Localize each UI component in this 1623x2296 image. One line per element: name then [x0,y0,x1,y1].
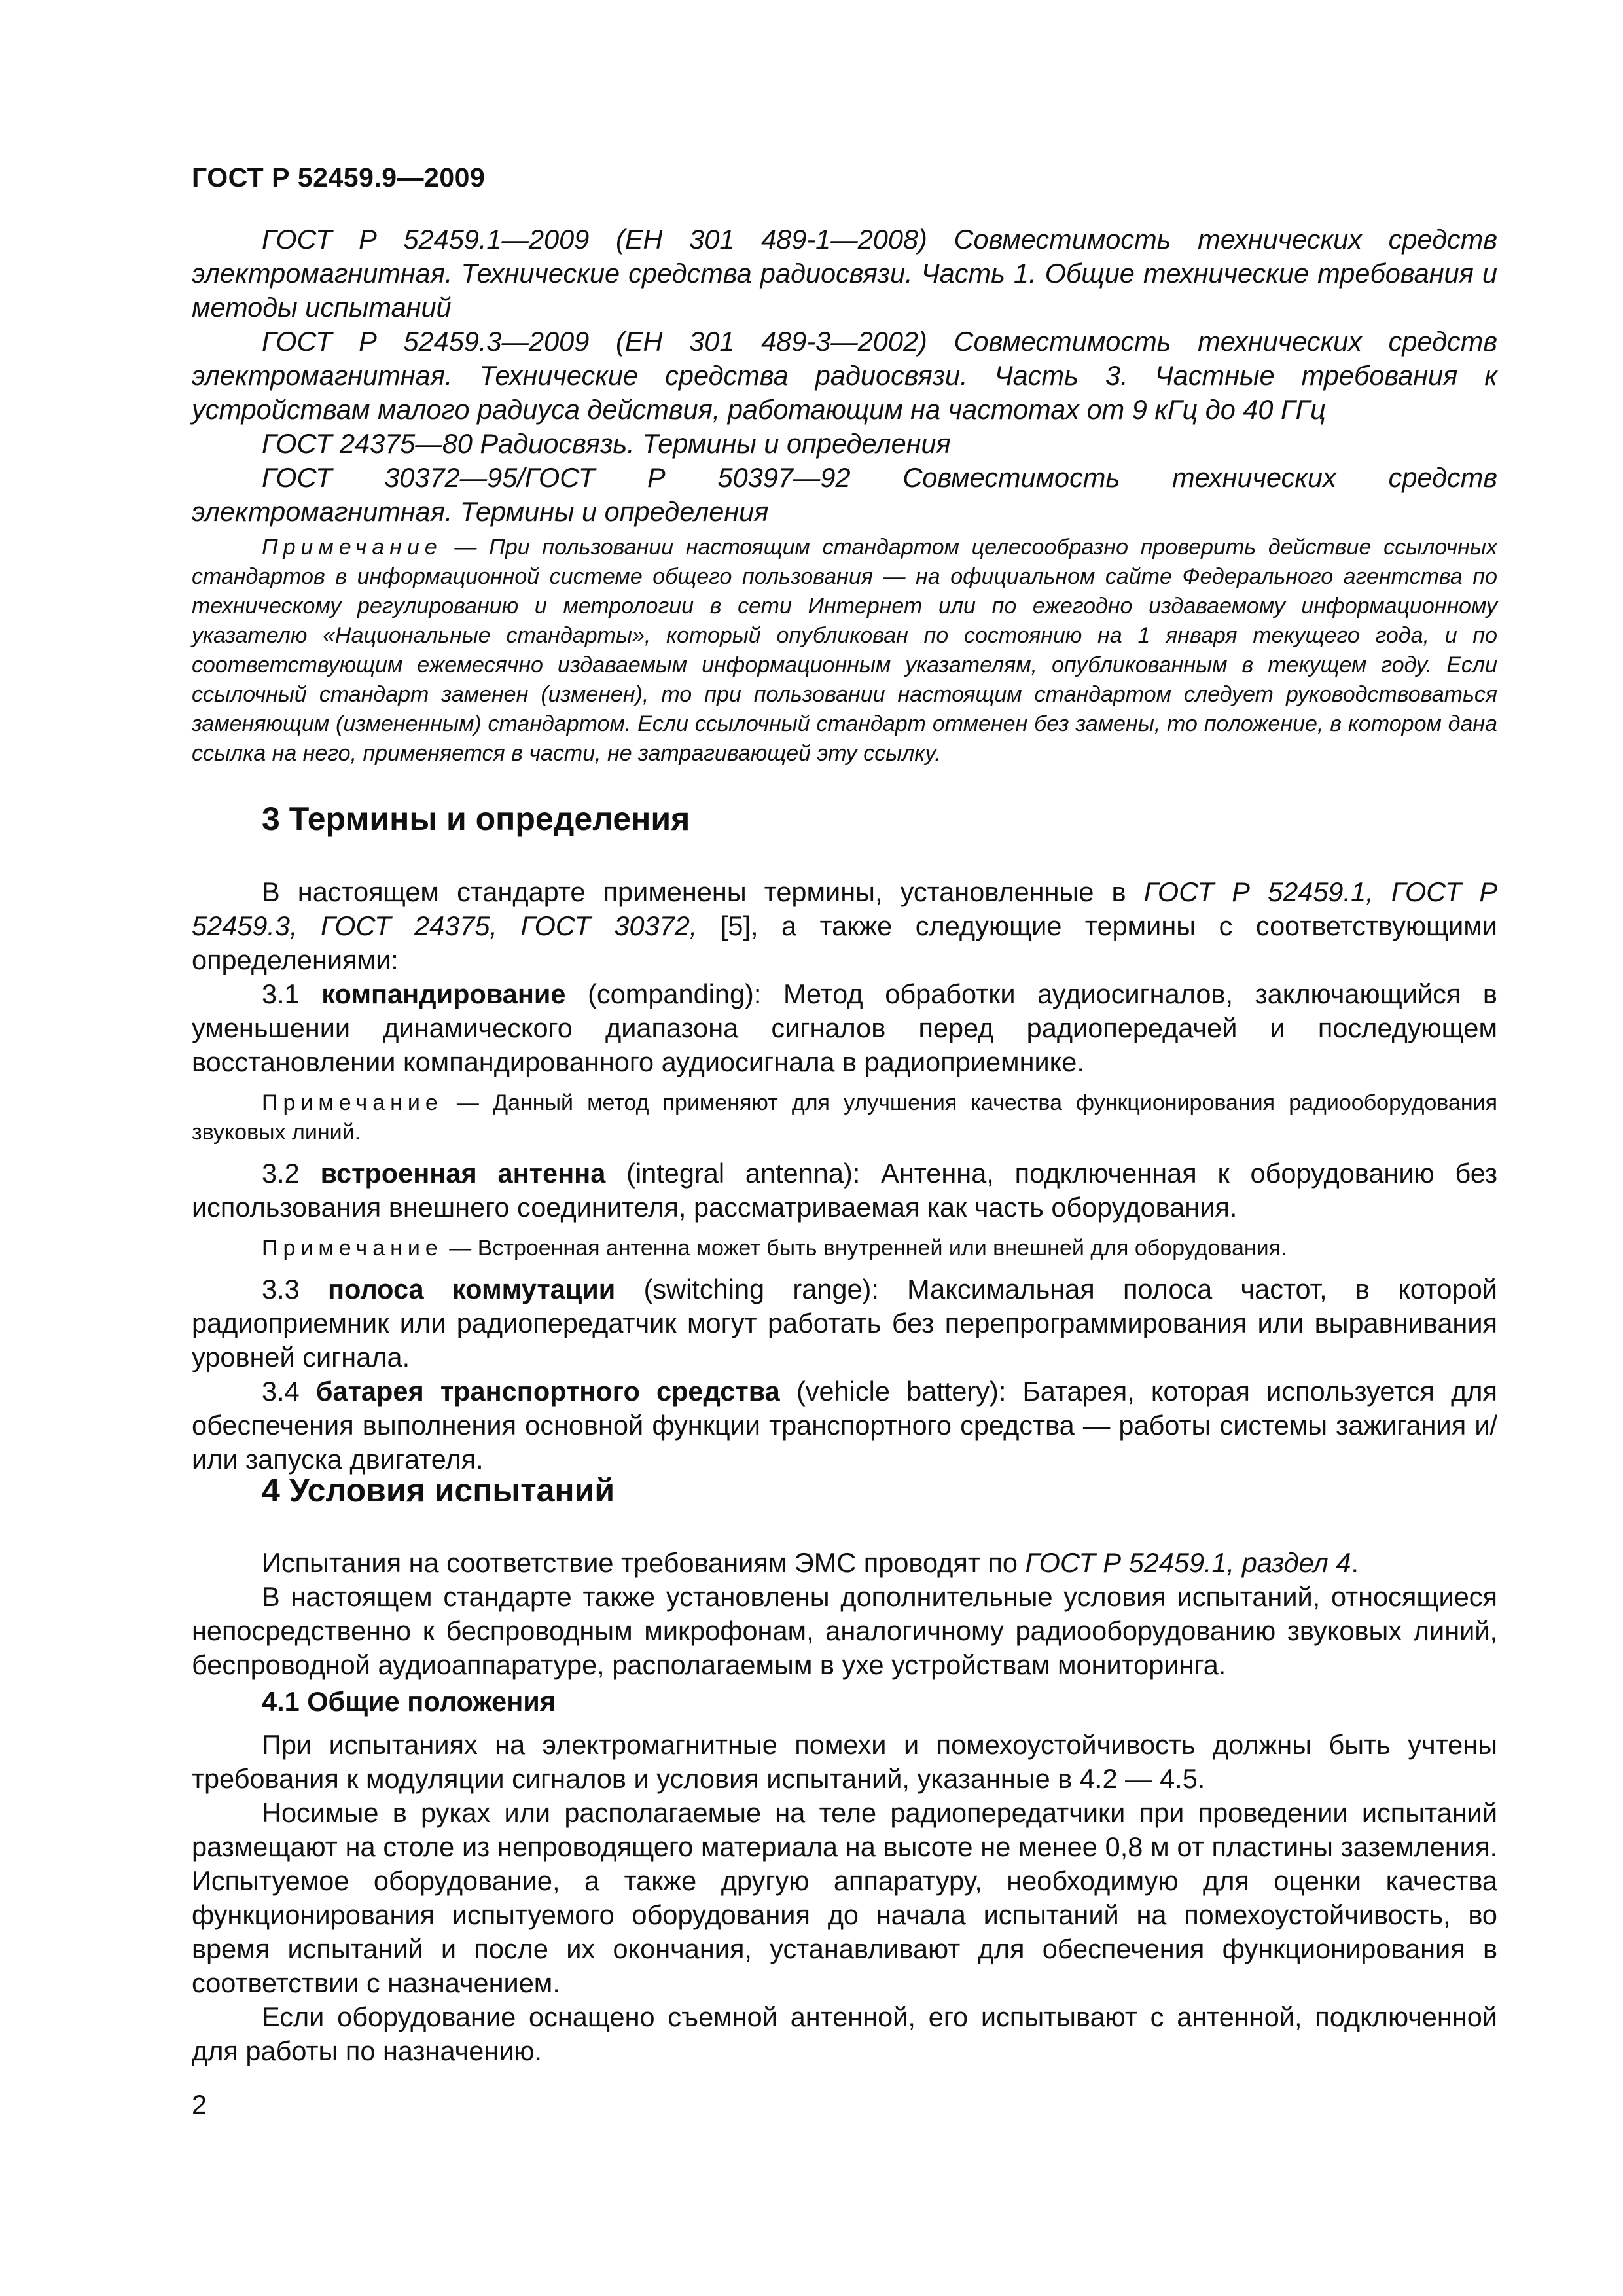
reference-item: ГОСТ Р 52459.1—2009 (ЕН 301 489-1—2008) Совместимость технических средств электромагнитная. Технические средства радиосвязи. Часть 1. Общие технические требования и методы испытаний [192,224,1497,323]
term-name: полоса коммутации [327,1274,616,1304]
section-3-intro: В настоящем стандарте применены термины, установленные в ГОСТ Р 52459.1, ГОСТ Р 52459.3, ГОСТ 24375, ГОСТ 30372, [5], а также следующие термины с соответствующими определениями: [192,876,1498,975]
section-4-body [192,1546,1497,1682]
subsection-4-1-heading: 4.1 Общие положения [262,1686,556,1717]
section-4-paragraph: В настоящем стандарте также установлены дополнительные условия испытаний, относящиеся непосредственно к беспроводным микрофонам, аналогичному радиооборудованию звуковых линий, беспроводной аудиоаппаратуре, располагаемым в ухе устройствам мониторинга. [192,1581,1497,1680]
note-text: — При пользовании настоящим стандартом целесообразно проверить действие ссылочных стандартов в информационной системе общего пользования — на официальном сайте Федерального агентства по техническому регулированию и метрологии в сети Интернет или по ежегодно издаваемому информационному указателю «Национальные стандарты», который опубликован по состоянию на 1 января текущего года, и по соответствующим ежемесячно издаваемым информационным указателям, опубликованным в текущем году. Если ссылочный стандарт заменен (изменен), то при пользовании настоящим стандартом следует руководствоваться заменяющим (измененным) стандартом. Если ссылочный стандарт отменен без замены, то положение, в котором дана ссылка на него, применяется в части, не затрагивающей эту ссылку. [192,535,1497,766]
page-number: 2 [192,2089,207,2120]
term-definition: 3.2 встроенная антенна (integral antenna): Антенна, подключенная к оборудованию без использования внешнего соединителя, рассматриваемая как часть оборудования. [192,1158,1497,1223]
term-name: компандирование [321,978,566,1009]
subsection-4-1-body [192,1728,1497,2068]
normative-references-list [192,223,1497,529]
term-definition: 3.3 полоса коммутации (switching range): Максимальная полоса частот, в которой радиоприемник или радиопередатчик могут работать без перепрограммирования или выравнивания уровней сигнала. [192,1274,1497,1372]
term-name: батарея транспортного средства [315,1376,780,1407]
section-4-paragraph: Носимые в руках или располагаемые на теле радиопередатчики при проведении испытаний размещают на столе из непроводящего материала на высоте не менее 0,8 м от пластины заземления. Испытуемое оборудование, а также другую аппаратуру, необходимую для оценки качества функционирования испытуемого оборудования до начала испытаний на помехоустойчивость, во время испытаний и после их окончания, устанавливают для обеспечения функционирования в соответствии с назначением. [192,1797,1497,1998]
references-note [192,533,1497,768]
note-label: Примечание [262,535,442,560]
section-4-heading: 4 Условия испытаний [262,1472,615,1509]
section-3-heading: 3 Термины и определения [262,800,690,837]
reference-item: ГОСТ 24375—80 Радиосвязь. Термины и определения [262,428,951,459]
term-note: Примечание — Встроенная антенна может быть внутренней или внешней для оборудования. [262,1236,1287,1261]
term-name: встроенная антенна [320,1158,606,1189]
section-4-paragraph: Испытания на соответствие требованиям ЭМС проводят по ГОСТ Р 52459.1, раздел 4. [262,1547,1359,1578]
intro-references: ГОСТ Р 52459.1, ГОСТ Р 52459.3, ГОСТ 24375, ГОСТ 30372, [192,876,1498,941]
section-4-paragraph: При испытаниях на электромагнитные помехи и помехоустойчивость должны быть учтены требования к модуляции сигналов и условия испытаний, указанные в 4.2 — 4.5. [192,1729,1497,1794]
term-note: Примечание — Данный метод применяют для улучшения качества функционирования радиооборудования звуковых линий. [192,1090,1497,1145]
term-definition: 3.1 компандирование (companding): Метод обработки аудиосигналов, заключающийся в уменьшении динамического диапазона сигналов перед радиопередачей и последующем восстановлении компандированного аудиосигнала в радиоприемнике. [192,978,1497,1077]
section-3-body [192,875,1497,1477]
section-4-paragraph: Если оборудование оснащено съемной антенной, его испытывают с антенной, подключенной для работы по назначению. [192,2001,1497,2066]
clause-reference: ГОСТ Р 52459.1, раздел 4 [1025,1547,1351,1578]
reference-item: ГОСТ 30372—95/ГОСТ Р 50397—92 Совместимость технических средств электромагнитная. Термины и определения [192,462,1497,527]
term-definition: 3.4 батарея транспортного средства (vehicle battery): Батарея, которая используется для обеспечения выполнения основной функции транспортного средства — работы системы зажигания и/или запуска двигателя. [192,1376,1497,1475]
reference-item: ГОСТ Р 52459.3—2009 (ЕН 301 489-3—2002) Совместимость технических средств электромагнитная. Технические средства радиосвязи. Часть 3. Частные требования к устройствам малого радиуса действия, работающим на частотах от 9 кГц до 40 ГГц [192,326,1497,425]
document-code-header: ГОСТ Р 52459.9—2009 [192,162,486,192]
